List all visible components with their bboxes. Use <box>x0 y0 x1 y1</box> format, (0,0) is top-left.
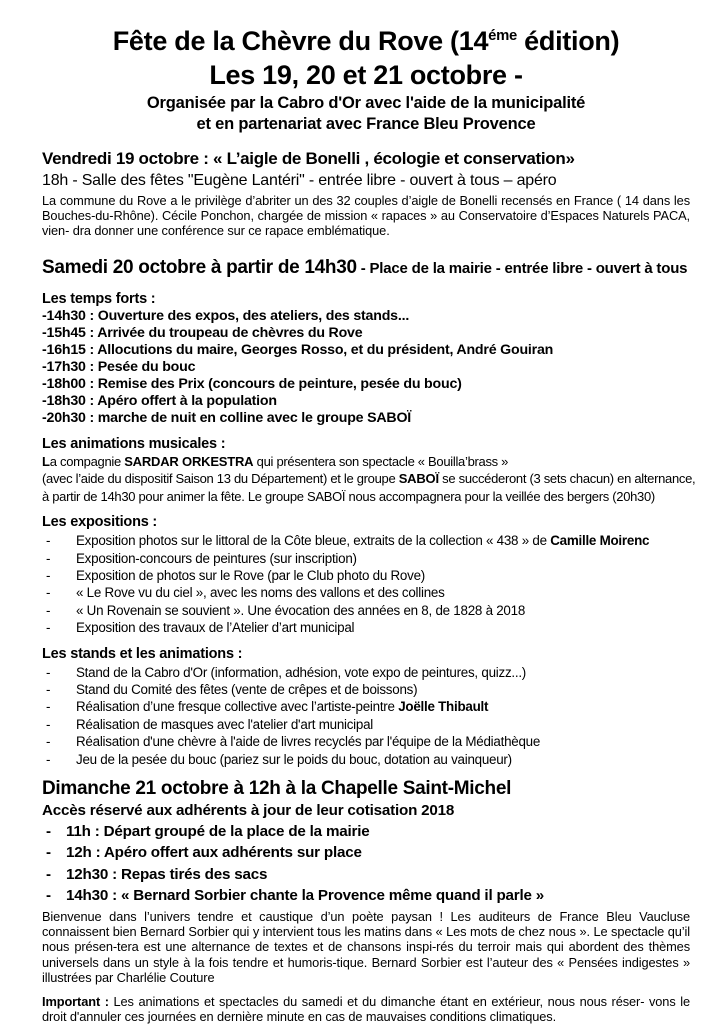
musicales-text: qui présentera son spectacle « Bouilla’brass » <box>253 453 509 469</box>
list-item-text <box>76 733 540 750</box>
vendredi-paragraph: La commune du Rove a le privilège d’abriter un des 32 couples d’aigle de Bonelli recensés en France ( 14 dans les Bouches-du-Rhône). Cécile Ponchon, chargée de mission « rapaces » au Conservatoire d’Espaces Naturels PACA, vien- dra donner une conférence sur ce rapace emblématique. <box>42 193 690 239</box>
temps-forts-list <box>42 308 690 427</box>
stands-heading: Les stands et les animations : <box>42 645 243 662</box>
item-bold: Joëlle Thibault <box>398 699 489 715</box>
bullet-dash: - <box>46 550 51 566</box>
list-item-text <box>76 716 373 733</box>
item-text: Réalisation de masques avec l'atelier d'art municipal <box>76 716 374 732</box>
list-item <box>42 698 690 715</box>
bullet-dash: - <box>46 751 51 767</box>
bullet-dash: - <box>46 844 51 862</box>
bullet-dash: - <box>46 734 51 750</box>
vendredi-subheading: 18h - Salle des fêtes "Eugène Lantéri" - entrée libre - ouvert à tous – apéro <box>42 172 557 189</box>
list-item-text <box>76 681 417 698</box>
item-text: Exposition-concours de peintures (sur inscription) <box>76 550 357 566</box>
item-text: Exposition des travaux de l’Atelier d’art municipal <box>76 620 355 636</box>
musicales-line <box>42 453 690 471</box>
list-item-text: 14h30 : « Bernard Sorbier chante la Provence même quand il parle » <box>66 887 545 905</box>
bullet-dash: - <box>46 681 51 697</box>
bullet-dash: - <box>46 822 51 840</box>
event-title-pre: Fête de la Chèvre du Rove (14 <box>112 26 489 56</box>
item-text: « Un Rovenain se souvient ». Une évocation des années en 8, de 1828 à 2018 <box>76 602 526 618</box>
event-title <box>42 20 690 58</box>
item-bold: Camille Moirenc <box>550 533 650 549</box>
list-item <box>42 864 690 886</box>
list-item-text <box>76 698 488 715</box>
vendredi-heading: Vendredi 19 octobre : « L’aigle de Bonelli , écologie et conservation» <box>42 149 575 168</box>
list-item-text <box>76 602 525 619</box>
musicales-heading: Les animations musicales : <box>42 435 226 452</box>
important-label: Important : <box>42 994 109 1009</box>
list-item <box>42 733 690 750</box>
section-vendredi <box>42 148 690 239</box>
list-item <box>42 619 690 636</box>
list-item: -18h00 : Remise des Prix (concours de peinture, pesée du bouc) <box>42 375 462 392</box>
organizer-line-2: et en partenariat avec France Bleu Provence <box>196 115 536 133</box>
list-item: -20h30 : marche de nuit en colline avec le groupe SABOÏ <box>42 409 412 426</box>
organizer-line-1: Organisée par la Cabro d'Or avec l'aide de la municipalité <box>146 94 586 112</box>
list-item <box>42 532 690 549</box>
item-text: Stand de la Cabro d'Or (information, adhésion, vote expo de peintures, quizz...) <box>76 664 527 680</box>
musicales-bold: L <box>42 453 50 469</box>
dimanche-heading: Dimanche 21 octobre à 12h à la Chapelle Saint-Michel <box>42 777 512 799</box>
expositions-heading: Les expositions : <box>42 514 158 531</box>
important-text: Les animations et spectacles du samedi et du dimanche étant en extérieur, nous nous réser- vons le droit d'annuler ces journées en dernière minute en cas de mauvaises conditions climatiques. <box>42 994 690 1024</box>
item-text: « Le Rove vu du ciel », avec les noms des vallons et des collines <box>76 585 445 601</box>
list-item-text: 12h30 : Repas tirés des sacs <box>66 865 268 883</box>
list-item-text: 12h : Apéro offert aux adhérents sur place <box>66 844 362 862</box>
musicales-block <box>42 453 696 506</box>
list-item <box>42 602 690 619</box>
event-dates: Les 19, 20 et 21 octobre - <box>209 60 523 90</box>
musicales-line <box>42 470 696 488</box>
list-item <box>42 751 690 768</box>
list-item <box>42 842 690 864</box>
samedi-heading-sub: - Place de la mairie - entrée libre - ouvert à tous <box>356 259 688 277</box>
dimanche-list <box>42 821 690 907</box>
bullet-dash: - <box>46 585 51 601</box>
bullet-dash: - <box>46 602 51 618</box>
item-text: Stand du Comité des fêtes (vente de crêpes et de boissons) <box>76 681 418 697</box>
bernard-paragraph: Bienvenue dans l’univers tendre et caustique d’un poète paysan ! Les auditeurs de France Bleu Vaucluse connaissent bien Bernard Sorbier qui y intervient tous les matins dans « Les mots de chez nous ». Le spectacle qu’il nous présen-tera est une alternance de textes et de chansons inspi-rés du terroir mais qui abordent des thèmes universels dans un style à la fois tendre et humoris-tique. Bernard Sorbier est l’auteur des « Pensées indigestes » illustrées par Charlélie Couture <box>42 908 690 985</box>
list-item <box>42 716 690 733</box>
header <box>42 20 690 135</box>
list-item-text <box>76 584 445 601</box>
bullet-dash: - <box>46 887 51 905</box>
item-text: Exposition de photos sur le Rove (par le Club photo du Rove) <box>76 567 425 583</box>
item-text: Jeu de la pesée du bouc (pariez sur le poids du bouc, dotation au vainqueur) <box>76 751 512 767</box>
musicales-text: (avec l’aide du dispositif Saison 13 du Département) et le groupe <box>42 471 399 487</box>
item-text: Exposition photos sur le littoral de la Côte bleue, extraits de la collection « 438 » de <box>76 533 551 549</box>
expositions-list <box>42 532 690 636</box>
bullet-dash: - <box>46 620 51 636</box>
list-item <box>42 664 690 681</box>
bullet-dash: - <box>46 716 51 732</box>
list-item-text: 11h : Départ groupé de la place de la mairie <box>66 822 370 840</box>
temps-forts-heading: Les temps forts : <box>42 290 156 307</box>
event-title-post: édition) <box>516 26 620 56</box>
samedi-heading-main: Samedi 20 octobre à partir de 14h30 <box>42 256 357 278</box>
section-samedi <box>42 255 696 768</box>
section-dimanche <box>42 777 690 985</box>
musicales-bold: SARDAR ORKESTRA <box>124 453 254 469</box>
list-item: -16h15 : Allocutions du maire, Georges Rosso, et du président, André Gouiran <box>42 341 554 358</box>
item-text: Réalisation d’une fresque collective avec l’artiste-peintre <box>76 699 399 715</box>
important-paragraph <box>42 994 690 1024</box>
bullet-dash: - <box>46 865 51 883</box>
bullet-dash: - <box>46 533 51 549</box>
samedi-heading <box>42 255 690 282</box>
list-item <box>42 821 690 843</box>
list-item: -18h30 : Apéro offert à la population <box>42 392 277 409</box>
list-item <box>42 550 690 567</box>
list-item-text <box>76 619 354 636</box>
list-item: -17h30 : Pesée du bouc <box>42 358 196 375</box>
list-item-text <box>76 567 425 584</box>
item-text: Réalisation d'une chèvre à l'aide de livres recyclés par l'équipe de la Médiathèque <box>76 734 541 750</box>
musicales-bold: SABOÏ <box>398 471 439 487</box>
musicales-text: se succéderont (3 sets chacun) en alternance, <box>438 471 696 487</box>
stands-list <box>42 664 690 768</box>
musicales-line: à partir de 14h30 pour animer la fête. Le groupe SABOÏ nous accompagnera pour la veillée des bergers (20h30) <box>42 488 655 504</box>
list-item-text <box>76 550 357 567</box>
title-superscript: éme <box>488 28 517 44</box>
list-item: -14h30 : Ouverture des expos, des ateliers, des stands... <box>42 307 410 324</box>
list-item-text <box>76 664 526 681</box>
bullet-dash: - <box>46 567 51 583</box>
list-item <box>42 681 690 698</box>
list-item-text <box>76 751 512 768</box>
list-item <box>42 885 690 907</box>
dimanche-subheading: Accès réservé aux adhérents à jour de leur cotisation 2018 <box>42 801 455 819</box>
list-item-text <box>76 532 649 549</box>
list-item <box>42 584 690 601</box>
bullet-dash: - <box>46 699 51 715</box>
list-item: -15h45 : Arrivée du troupeau de chèvres du Rove <box>42 324 363 341</box>
bullet-dash: - <box>46 664 51 680</box>
list-item <box>42 567 690 584</box>
musicales-text: a compagnie <box>49 453 125 469</box>
